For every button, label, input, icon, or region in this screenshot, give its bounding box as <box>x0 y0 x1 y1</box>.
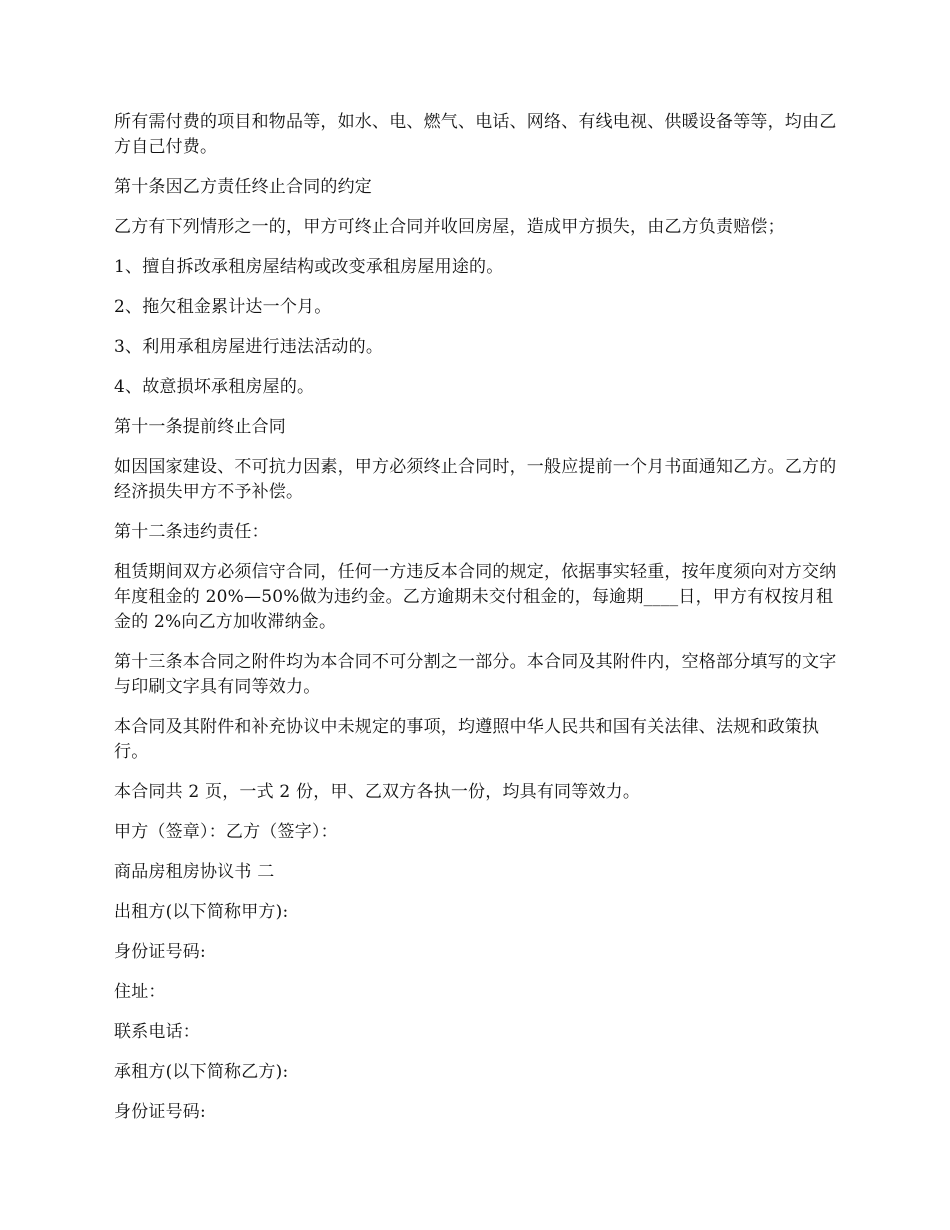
heading-article-10: 第十条因乙方责任终止合同的约定 <box>114 177 372 197</box>
list-item-2: 2、拖欠租金累计达一个月。 <box>114 297 332 317</box>
lessor-phone-label: 联系电话： <box>114 1022 200 1042</box>
paragraph-unspecified-matters: 本合同及其附件和补充协议中未规定的事项，均遵照中华人民共和国有关法律、法规和政策执行。 <box>114 717 820 762</box>
lessor-id-label: 身份证号码: <box>114 942 206 962</box>
list-item-1: 1、擅自拆改承租房屋结构或改变承租房屋用途的。 <box>114 257 504 277</box>
paragraph-utilities: 所有需付费的项目和物品等，如水、电、燃气、电话、网络、有线电视、供暖设备等等，均由乙方自己付费。 <box>114 112 837 157</box>
lessor-address-label: 住址： <box>114 982 166 1002</box>
lessee-id-label: 身份证号码: <box>114 1102 206 1122</box>
paragraph-termination-conditions: 乙方有下列情形之一的，甲方可终止合同并收回房屋，造成甲方损失，由乙方负责赔偿； <box>114 217 785 237</box>
signature-line: 甲方（签章）：乙方（签字）： <box>114 822 338 842</box>
agreement-title-2: 商品房租房协议书 二 <box>114 862 275 882</box>
paragraph-early-termination: 如因国家建设、不可抗力因素，甲方必须终止合同时，一般应提前一个月书面通知乙方。乙方的经济损失甲方不予补偿。 <box>114 457 837 502</box>
list-item-3: 3、利用承租房屋进行违法活动的。 <box>114 337 384 357</box>
paragraph-article-13: 第十三条本合同之附件均为本合同不可分割之一部分。本合同及其附件内，空格部分填写的文字与印刷文字具有同等效力。 <box>114 652 837 697</box>
document-page <box>114 110 844 1140</box>
heading-article-11: 第十一条提前终止合同 <box>114 417 286 437</box>
list-item-4: 4、故意损坏承租房屋的。 <box>114 377 315 397</box>
lessee-label: 承租方(以下简称乙方): <box>114 1062 289 1082</box>
paragraph-breach-liability: 租赁期间双方必须信守合同，任何一方违反本合同的规定，依据事实轻重，按年度须向对方交纳年度租金的 20%—50%做为违约金。乙方逾期未交付租金的，每逾期____日，甲方有权按月租金的 2%向乙方加收滞纳金。 <box>114 562 837 632</box>
lessor-label: 出租方(以下简称甲方): <box>114 902 289 922</box>
paragraph-copies: 本合同共 2 页，一式 2 份，甲、乙双方各执一份，均具有同等效力。 <box>114 782 641 802</box>
heading-article-12: 第十二条违约责任： <box>114 522 269 542</box>
